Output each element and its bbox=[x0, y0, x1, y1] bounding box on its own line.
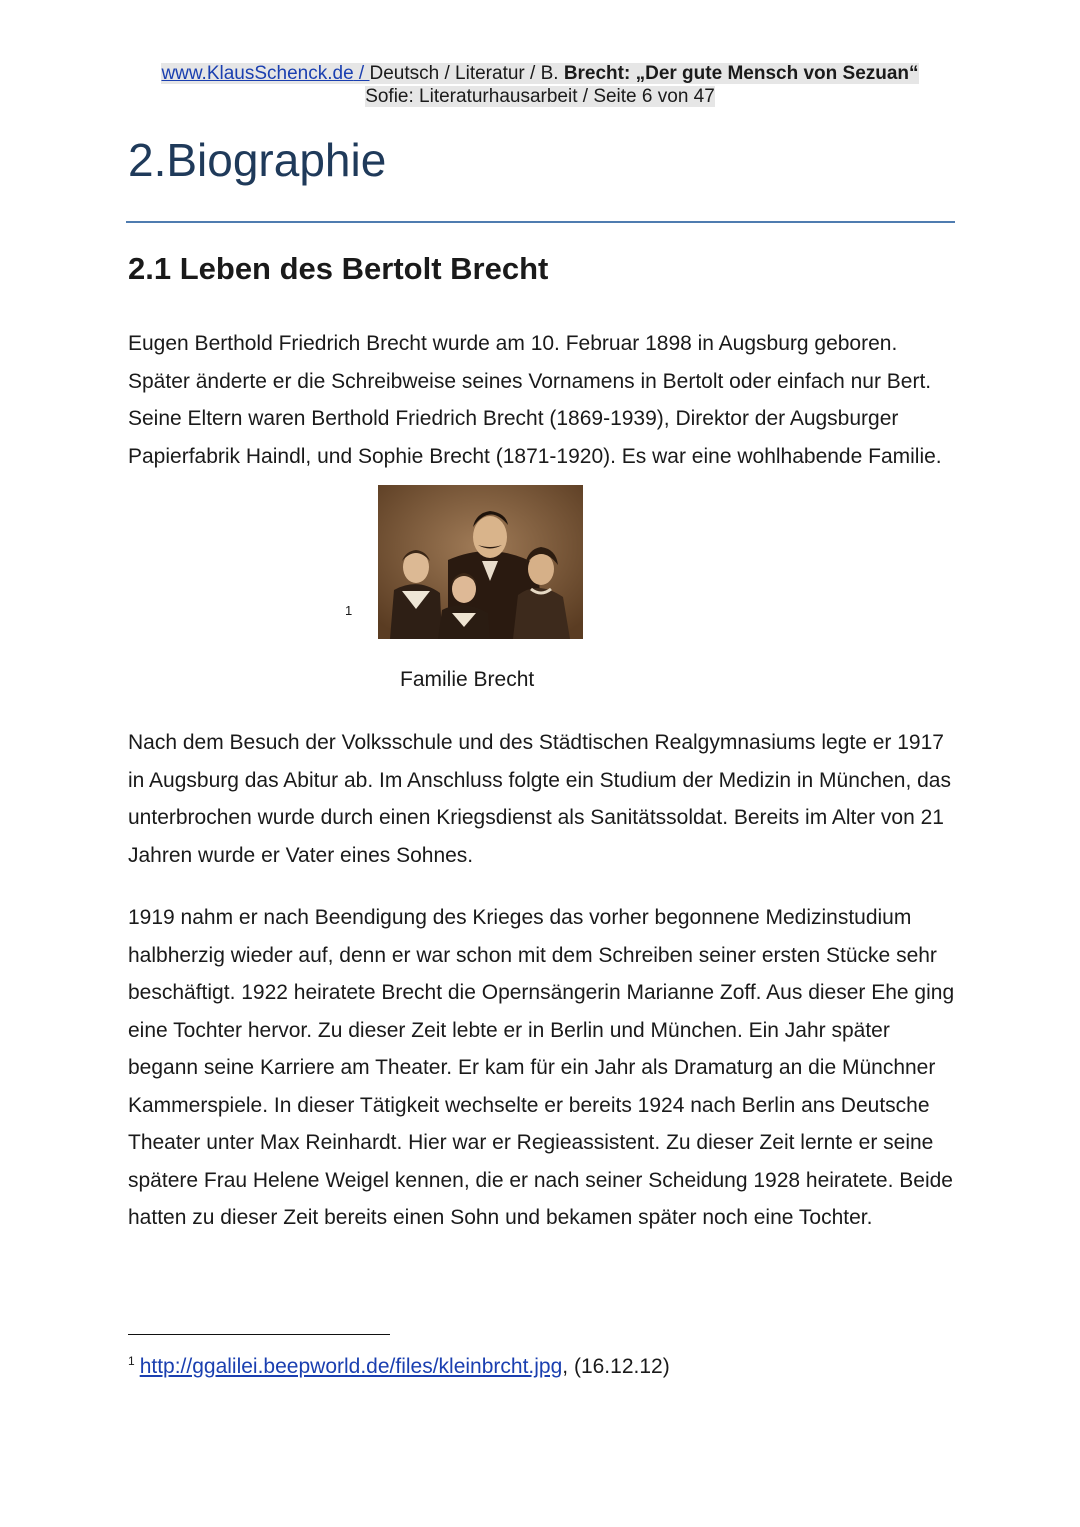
header-line-1 bbox=[0, 62, 1080, 85]
footnote-link[interactable]: http://ggalilei.beepworld.de/files/kleinbrcht.jpg bbox=[139, 1355, 563, 1378]
footnote bbox=[128, 1347, 670, 1381]
section-heading: 2.1 Leben des Bertolt Brecht bbox=[128, 251, 549, 286]
footnote-rule bbox=[128, 1334, 390, 1335]
footnote-date: , (16.12.12) bbox=[562, 1355, 670, 1378]
figure-caption: Familie Brecht bbox=[400, 668, 535, 691]
paragraph-birth: Eugen Berthold Friedrich Brecht wurde am 10. Februar 1898 in Augsburg geboren. Später änderte er die Schreibweise seines Vornamens in Bertolt oder einfach nur Bert. Seine Eltern waren Berthold Friedrich Brecht (1869-1939), Direktor der Augsburger Papierfabrik Haindl, und Sophie Brecht (1871-1920). Es war eine wohlhabende Familie. bbox=[128, 332, 942, 468]
family-photo bbox=[378, 485, 583, 639]
paragraph-education: Nach dem Besuch der Volksschule und des Städtischen Realgymnasiums legte er 1917 in Augsburg das Abitur ab. Im Anschluss folgte ein Studium der Medizin in München, das unterbrochen wurde durch einen Kriegsdienst als Sanitätssoldat. Bereits im Alter von 21 Jahren wurde er Vater eines Sohnes. bbox=[128, 731, 951, 867]
page-info: Sofie: Literaturhausarbeit / Seite 6 von 47 bbox=[365, 86, 715, 107]
site-link[interactable]: www.KlausSchenck.de bbox=[161, 63, 354, 84]
figure-footnote-marker: 1 bbox=[345, 603, 353, 618]
title-rule bbox=[126, 221, 955, 223]
breadcrumb: Deutsch / Literatur / B. bbox=[369, 63, 559, 84]
header-line-2 bbox=[0, 85, 1080, 108]
footnote-number: 1 bbox=[128, 1354, 135, 1368]
family-photo-image bbox=[378, 485, 583, 639]
page-header bbox=[0, 62, 1080, 108]
site-link-separator[interactable]: / bbox=[353, 63, 370, 84]
work-title: Brecht: „Der gute Mensch von Sezuan“ bbox=[563, 63, 919, 84]
paragraph-career: 1919 nahm er nach Beendigung des Krieges das vorher begonnene Medizinstudium halbherzig wieder auf, denn er war schon mit dem Schreiben seiner ersten Stücke sehr beschäftigt. 1922 heiratete Brecht die Opernsängerin Marianne Zoff. Aus dieser Ehe ging eine Tochter hervor. Zu dieser Zeit lebte er in Berlin und München. Ein Jahr später begann seine Karriere am Theater. Er kam für ein Jahr als Dramaturg an die Münchner Kammerspiele. In dieser Tätigkeit wechselte er bereits 1924 nach Berlin ans Deutsche Theater unter Max Reinhardt. Hier war er Regieassistent. Zu dieser Zeit lernte er seine spätere Frau Helene Weigel kennen, die er nach seiner Scheidung 1928 heiratete. Beide hatten zu dieser Zeit bereits einen Sohn und bekamen später noch eine Tochter. bbox=[128, 906, 955, 1229]
page-title: 2.Biographie bbox=[128, 134, 387, 186]
